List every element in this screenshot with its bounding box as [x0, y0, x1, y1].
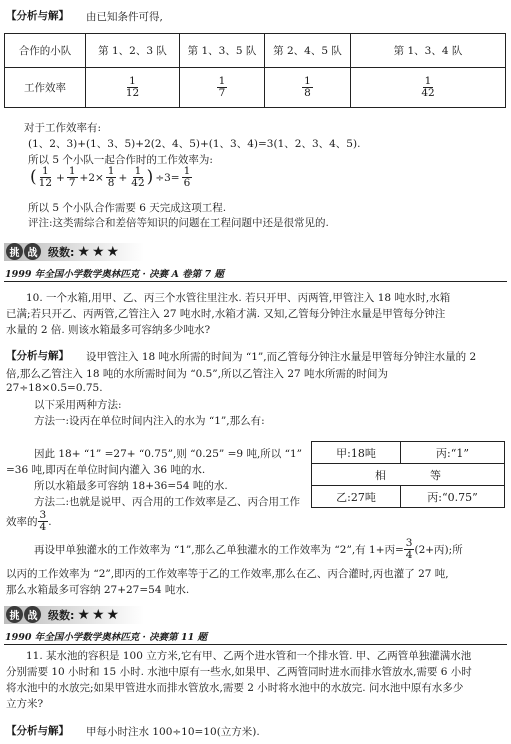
text-line: 所以 5 个小队合作需要 6 天完成这项工程. [28, 202, 227, 214]
text-line: 再设甲单独灌水的工作效率为 “1”,那么乙单独灌水的工作效率为 “2”,有 1+丙= $\frac{3}{4}$ (2+丙);所 [34, 537, 463, 562]
efficiency-table [4, 33, 506, 108]
water-table [311, 441, 505, 508]
analysis-header-1: 【分析与解】 [6, 10, 69, 22]
table-header-label: 合作的小队 [5, 34, 86, 68]
intro-text: 由已知条件可得, [86, 11, 163, 23]
text-line: 方法二:也就是说甲、丙合用的工作效率是乙、丙合用工作 [34, 496, 301, 508]
text-line: 所以水箱最多可容纳 18+36=54 吨的水. [34, 480, 228, 492]
text-line: 设甲管注入 18 吨水所需的时间为 “1”,而乙管每分钟注水量是甲管每分钟注水量的 2 [86, 351, 477, 363]
text-line: 效率的 $\frac{3}{4}$ . [6, 509, 52, 534]
text-line: 对于工作效率有: [24, 122, 102, 134]
table-cell: $\frac{1}{42}$ [351, 68, 506, 108]
table-cell: $\frac{1}{8}$ [265, 68, 351, 108]
problem-line: 已满;若只开乙、丙两管,乙管注入 27 吨水时,水箱才满. 又知,乙管每分钟注水量是甲管每分钟注 [6, 308, 446, 320]
analysis-header-2: 【分析与解】 [6, 350, 69, 362]
text-line: =36 吨,即丙在单位时间内灌入 36 吨的水. [6, 464, 206, 476]
table-cell: 甲:18吨 [312, 442, 401, 464]
problem-line: 立方米? [6, 698, 44, 710]
efficiency-formula: ( $\frac{1}{12}$ + $\frac{1}{7}$ +2× $\frac{1}{8}$ + $\frac{1}{42}$ ) ÷3= $\frac{1}{6}$ [30, 165, 191, 190]
text-line: 甲每小时注水 100÷10=10(立方米). [86, 726, 260, 738]
problem-source: 1990 年全国小学数学奥林匹克 · 决赛第 11 题 [5, 632, 208, 643]
table-header-cell: 第 2、4、5 队 [265, 34, 351, 68]
text-line: 那么水箱最多可容纳 27+27=54 吨水. [6, 584, 190, 596]
text-line: 所以 5 个小队一起合作时的工作效率为: [28, 154, 213, 166]
challenge-char: 战 [24, 606, 41, 623]
table-header-cell: 第 1、2、3 队 [86, 34, 180, 68]
text-line: 方法一:设丙在单位时间内注入的水为 “1”,那么有: [34, 415, 265, 427]
challenge-badge [6, 606, 121, 623]
table-cell: 乙:27吨 [312, 486, 401, 508]
table-header-cell: 第 1、3、4 队 [351, 34, 506, 68]
problem-line: 将水池中的水放完;如果甲管进水而排水管放水,需要 2 小时将水池中的水放完. 问水池中原有水多少 [6, 682, 464, 694]
star-icon: ★★★ [77, 243, 122, 260]
table-cell: 丙:“0.75” [401, 486, 505, 508]
level-label: 级数: [48, 608, 75, 622]
problem-line: 11. 某水池的容积是 100 立方米,它有甲、乙两个进水管和一个排水管. 甲、乙两管单独灌满水池 [26, 650, 472, 662]
challenge-badge [6, 243, 121, 260]
star-icon: ★★★ [77, 606, 122, 623]
text-line: (1、2、3)+(1、3、5)+2(2、4、5)+(1、3、4)=3(1、2、3、4、5). [28, 138, 361, 150]
table-cell: 丙:“1” [401, 442, 505, 464]
problem-line: 10. 一个水箱,用甲、乙、丙三个水管往里注水. 若只开甲、丙两管,甲管注入 18 吨水时,水箱 [26, 292, 451, 304]
note-line: 评注:这类需综合和差倍等知识的问题在工程问题中还是很常见的. [28, 217, 329, 229]
table-row-label: 工作效率 [5, 68, 86, 108]
table-header-cell: 第 1、3、5 队 [180, 34, 265, 68]
text-line: 27÷18×0.5=0.75. [6, 382, 103, 394]
text-line: 以下采用两种方法: [34, 399, 122, 411]
analysis-header-3: 【分析与解】 [6, 725, 69, 737]
table-cell: 相 等 [312, 464, 505, 486]
challenge-char: 战 [24, 243, 41, 260]
text-line: 因此 18+ “1” =27+ “0.75”,则 “0.25” =9 吨,所以 “1” [34, 448, 303, 460]
table-cell: $\frac{1}{7}$ [180, 68, 265, 108]
text-line: 以丙的工作效率为 “2”,即丙的工作效率等于乙的工作效率,那么在乙、丙合灌时,丙也灌了 27 吨, [6, 568, 449, 580]
problem-source: 1999 年全国小学数学奥林匹克 · 决赛 A 卷第 7 题 [5, 269, 224, 280]
challenge-char: 挑 [6, 606, 23, 623]
problem-line: 水量的 2 倍. 则该水箱最多可容纳多少吨水? [6, 324, 211, 336]
table-cell: $\frac{1}{12}$ [86, 68, 180, 108]
text-line: 倍,那么乙管注入 18 吨的水所需时间为 “0.5”,所以乙管注入 27 吨水所需的时间为 [6, 368, 389, 380]
problem-line: 分别需要 10 小时和 15 小时. 水池中原有一些水,如果甲、乙两管同时进水而排水管放水,需要 6 小时 [6, 666, 472, 678]
challenge-char: 挑 [6, 243, 23, 260]
level-label: 级数: [48, 245, 75, 259]
